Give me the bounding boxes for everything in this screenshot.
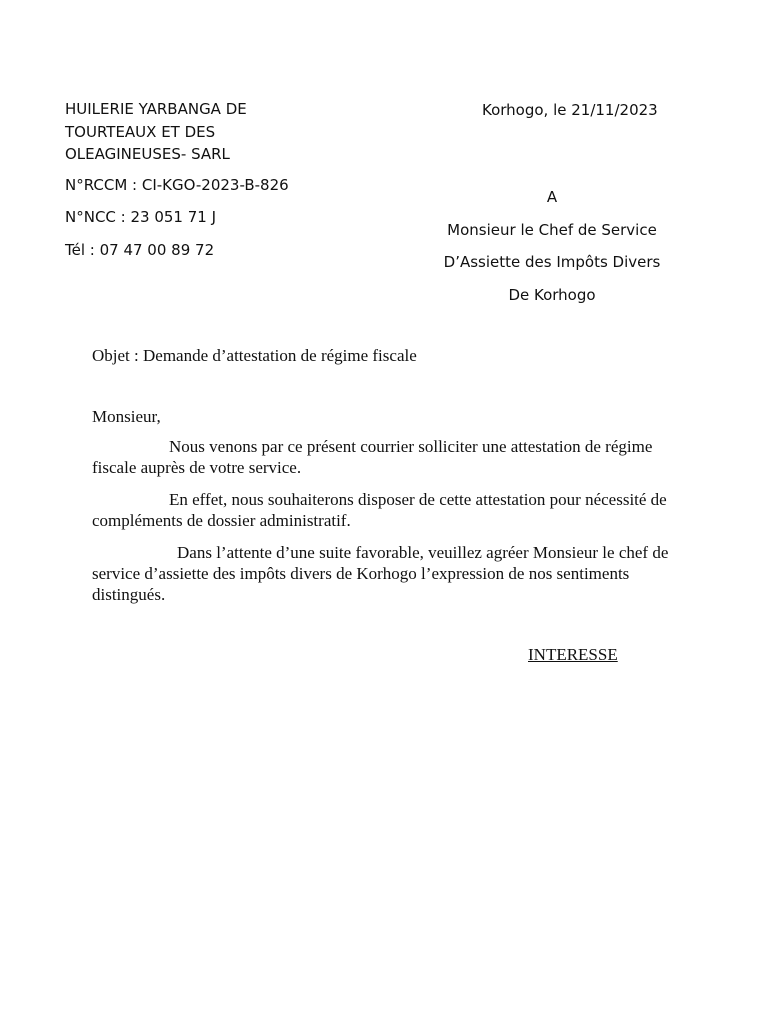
recipient-line-3: De Korhogo	[508, 285, 596, 304]
body-paragraph-3: Dans l’attente d’une suite favorable, veuillez agréer Monsieur le chef de service d’assiette des impôts divers de Korhogo l’expression de nos sentiments distingués.	[92, 543, 669, 604]
body-paragraph-1: Nous venons par ce présent courrier solliciter une attestation de régime fiscale auprès de votre service.	[92, 437, 653, 477]
letter-date: Korhogo, le 21/11/2023	[482, 101, 658, 119]
letter-body	[92, 406, 682, 616]
recipient-block	[430, 186, 674, 316]
phone-number: Tél : 07 47 00 89 72	[65, 240, 215, 259]
recipient-line-1: Monsieur le Chef de Service	[447, 220, 657, 239]
rccm-number: N°RCCM : CI-KGO-2023-B-826	[65, 175, 289, 194]
body-paragraph-2: En effet, nous souhaiterons disposer de cette attestation pour nécessité de compléments de dossier administratif.	[92, 490, 667, 530]
recipient-prefix: A	[546, 188, 558, 206]
company-name: HUILERIE YARBANGA DE TOURTEAUX ET DES OLEAGINEUSES- SARL	[65, 100, 247, 163]
salutation: Monsieur,	[92, 407, 161, 426]
recipient-line-2: D’Assiette des Impôts Divers	[443, 253, 661, 271]
signature: INTERESSE	[528, 645, 618, 664]
sender-block	[65, 98, 295, 271]
ncc-number: N°NCC : 23 051 71 J	[65, 208, 217, 226]
letter-subject: Objet : Demande d’attestation de régime fiscale	[92, 346, 417, 365]
